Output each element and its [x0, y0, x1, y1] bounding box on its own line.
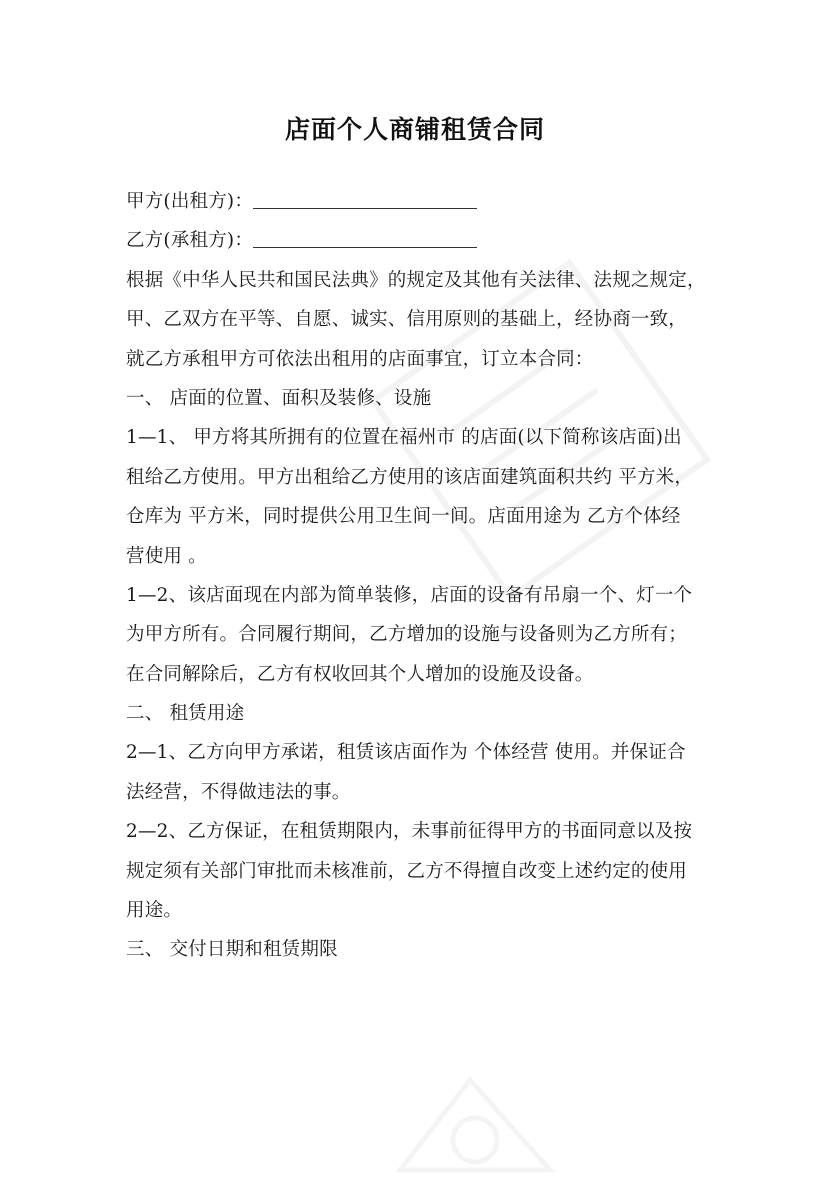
- page-title: 店面个人商铺租赁合同: [284, 115, 545, 144]
- party-a-blank: [253, 186, 477, 209]
- section-heading: 三、 交付日期和租赁期限: [126, 939, 338, 961]
- party-b-blank: [253, 225, 477, 248]
- body-line: 1—2、该店面现在内部为简单装修，店面的设备有吊扇一个、灯一个: [126, 584, 693, 606]
- party-b-line: [126, 221, 716, 260]
- body-line: 在合同解除后，乙方有权收回其个人增加的设施及设备。: [126, 663, 594, 685]
- body-line: 为甲方所有。合同履行期间，乙方增加的设施与设备则为乙方所有；: [126, 624, 688, 646]
- body-line: 法经营，不得做违法的事。: [126, 781, 351, 803]
- body-line: 租给乙方使用。甲方出租给乙方使用的该店面建筑面积共约 平方米，: [126, 466, 694, 488]
- body-line: 甲、乙双方在平等、自愿、诚实、信用原则的基础上，经协商一致，: [126, 309, 688, 331]
- body-line: 规定须有关部门审批而未核准前，乙方不得擅自改变上述约定的使用: [126, 860, 688, 882]
- party-a-line: [126, 182, 716, 221]
- section-heading: 一、 店面的位置、面积及装修、设施: [126, 387, 432, 409]
- body-line: 根据《中华人民共和国民法典》的规定及其他有关法律、法规之规定，: [126, 269, 706, 291]
- contract-body: [126, 182, 716, 970]
- body-line: 2—2、乙方保证，在租赁期限内，未事前征得甲方的书面同意以及按: [126, 821, 693, 843]
- body-line: 就乙方承租甲方可依法出租用的店面事宜，订立本合同：: [126, 348, 594, 370]
- party-b-label: 乙方(承租方)：: [126, 230, 254, 252]
- body-line: 仓库为 平方米，同时提供公用卫生间一间。店面用途为 乙方个体经: [126, 506, 681, 528]
- party-a-label: 甲方(出租方)：: [126, 191, 254, 212]
- body-line: 用途。: [126, 900, 183, 922]
- body-line: 1—1、 甲方将其所拥有的位置在福州市 的店面(以下简称该店面)出: [126, 427, 682, 449]
- body-line: 营使用 。: [126, 545, 207, 567]
- section-heading: 二、 租赁用途: [126, 703, 245, 725]
- body-line: 2—1、乙方向甲方承诺，租赁该店面作为 个体经营 使用。并保证合: [126, 742, 686, 764]
- watermark-corner-icon: [380, 1060, 580, 1180]
